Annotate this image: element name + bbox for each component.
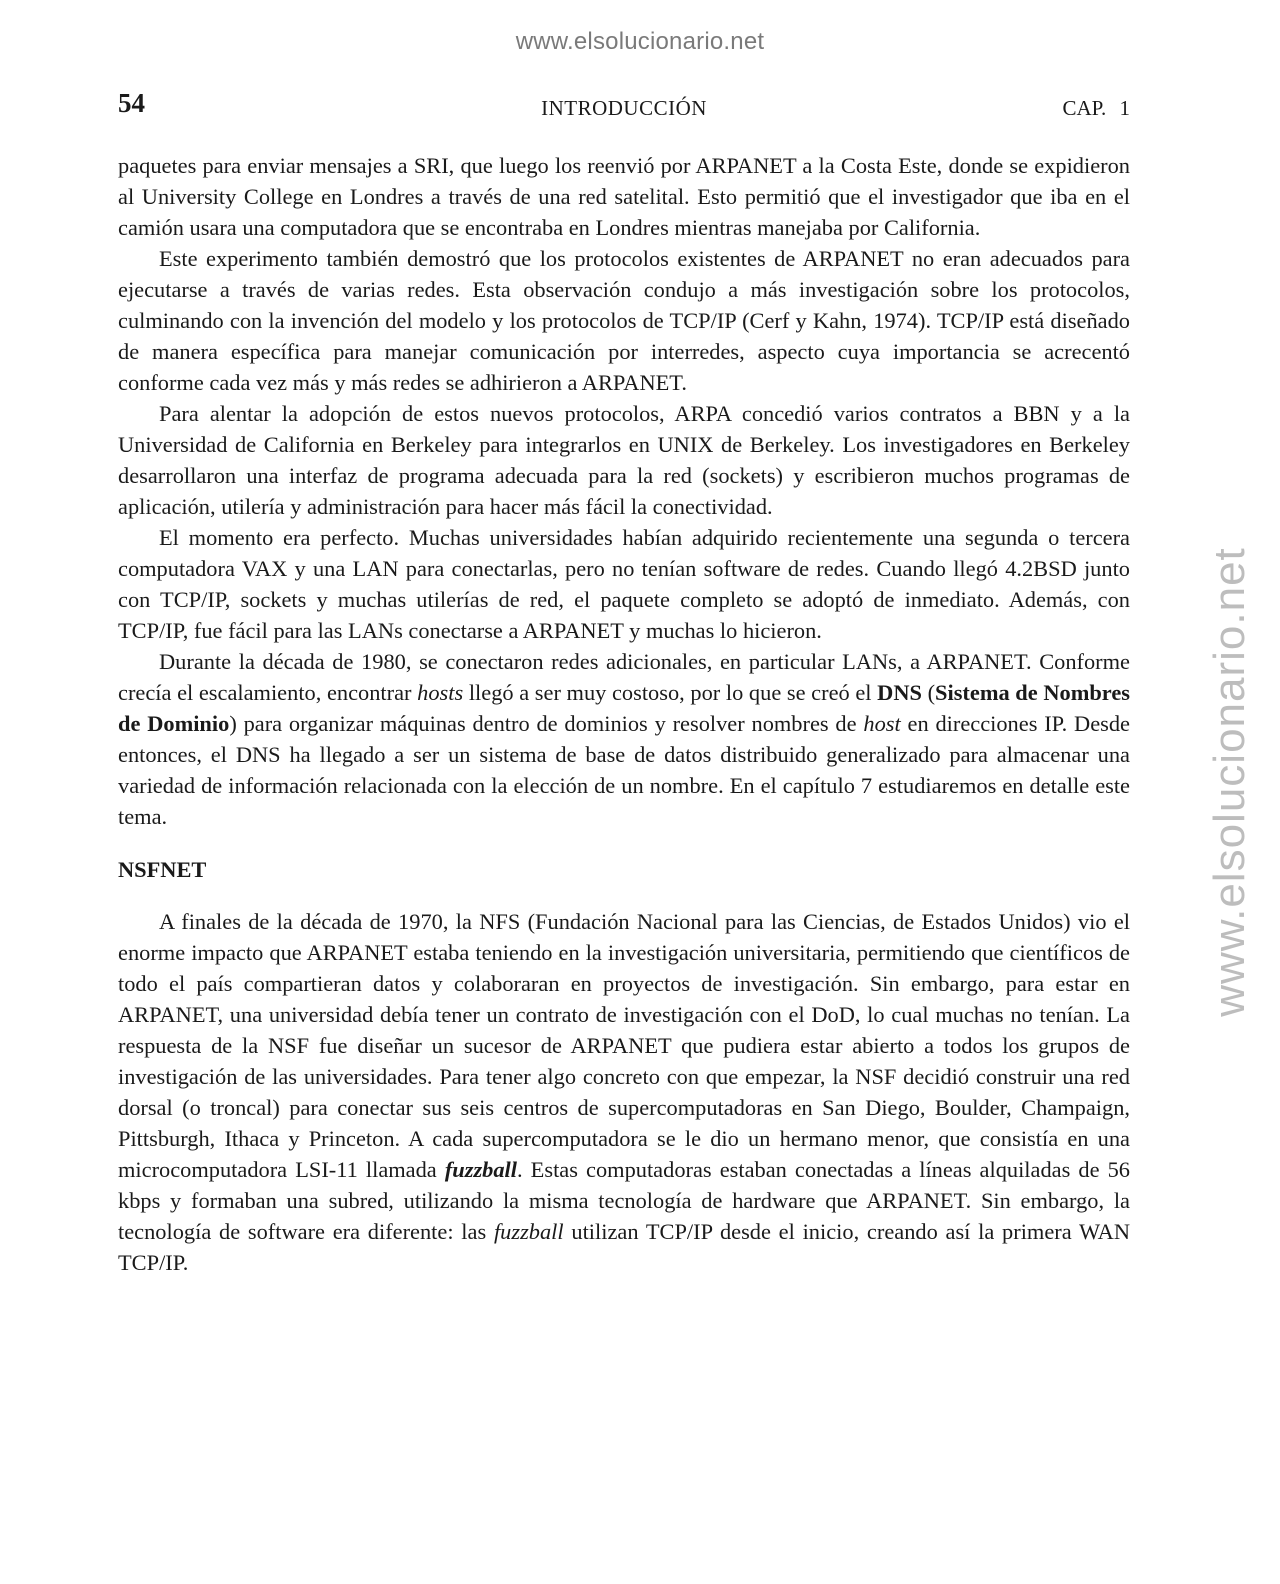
- running-title: INTRODUCCIÓN: [541, 96, 707, 120]
- paragraph-6: [118, 906, 1130, 1278]
- page-body: [118, 150, 1130, 1278]
- text-run: A finales de la década de 1970, la NFS (Fundación Nacional para las Ciencias, de Estados Unidos) vio el enorme impacto que ARPANET estaba teniendo en la investigación universitaria, permitiendo que científicos de todo el país compartieran datos y colaboraran en proyectos de investigación. Sin embargo, para estar en ARPANET, una universidad debía tener un contrato de investigación con el DoD, lo cual muchas no tenían. La respuesta de la NSF fue diseñar un sucesor de ARPANET que pudiera estar abierto a todos los grupos de investigación de las universidades. Para tener algo concreto con que empezar, la NSF decidió construir una red dorsal (o troncal) para conectar sus seis centros de supercomputadoras en San Diego, Boulder, Champaign, Pittsburgh, Ithaca y Princeton. A cada supercomputadora se le dio un hermano menor, que consistía en una microcomputadora LSI-11 llamada: [118, 909, 1130, 1182]
- text-run: (: [921, 680, 936, 705]
- text-run: en direcciones IP. Desde entonces, el DNS ha llegado a ser un sistema de base de datos distribuido generalizado para almacenar una variedad de información relacionada con la elección de un nombre. En el capítulo 7 estudiaremos en detalle este tema.: [118, 711, 1130, 829]
- page-header: [118, 88, 1130, 122]
- italic-term: fuzzball: [493, 1219, 564, 1244]
- bold-italic-term: fuzzball: [444, 1157, 517, 1182]
- bold-term: Sistema de Nombres de Dominio: [118, 680, 1130, 736]
- section-heading: NSFNET: [118, 857, 207, 882]
- paragraph-3: Para alentar la adopción de estos nuevos protocolos, ARPA concedió varios contratos a BBN y a la Universidad de California en Berkeley para integrarlos en UNIX de Berkeley. Los investigadores en Berkeley desarrollaron una interfaz de programa adecuada para la red (sockets) y escribieron muchos programas de aplicación, utilería y administración para hacer más fácil la conectividad.: [118, 401, 1130, 519]
- text-run: llegó a ser muy costoso, por lo que se creó el: [463, 680, 878, 705]
- text-run: utilizan TCP/IP desde el inicio, creando así la primera WAN TCP/IP.: [118, 1219, 1130, 1275]
- text-run: . Estas computadoras estaban conectadas a líneas alquiladas de 56 kbps y formaban una subred, utilizando la misma tecnología de hardware que ARPANET. Sin embargo, la tecnología de software era diferente: las: [118, 1157, 1130, 1244]
- paragraph-4: El momento era perfecto. Muchas universidades habían adquirido recientemente una segunda o tercera computadora VAX y una LAN para conectarlas, pero no tenían software de redes. Cuando llegó 4.2BSD junto con TCP/IP, sockets y muchas utilerías de red, el paquete completo se adoptó de inmediato. Además, con TCP/IP, fue fácil para las LANs conectarse a ARPANET y muchas lo hicieron.: [118, 525, 1130, 643]
- italic-term: host: [863, 711, 901, 736]
- text-run: ) para organizar máquinas dentro de dominios y resolver nombres de: [229, 711, 864, 736]
- paragraph-1: paquetes para enviar mensajes a SRI, que luego los reenvió por ARPANET a la Costa Este, donde se expidieron al University College en Londres a través de una red satelital. Esto permitió que el investigador que iba en el camión usara una computadora que se encontraba en Londres mientras manejaba por California.: [118, 153, 1130, 240]
- page-number: 54: [118, 88, 145, 118]
- italic-term: hosts: [417, 680, 464, 705]
- watermark-top: www.elsolucionario.net: [515, 28, 765, 55]
- watermark-side: www.elsolucionario.net: [1205, 547, 1254, 1017]
- bold-term: DNS: [877, 680, 922, 705]
- paragraph-5: [118, 646, 1130, 832]
- paragraph-2: Este experimento también demostró que los protocolos existentes de ARPANET no eran adecuados para ejecutarse a través de varias redes. Esta observación condujo a más investigación sobre los protocolos, culminando con la invención del modelo y los protocolos de TCP/IP (Cerf y Kahn, 1974). TCP/IP está diseñado de manera específica para manejar comunicación por interredes, aspecto cuya importancia se acrecentó conforme cada vez más y más redes se adhirieron a ARPANET.: [118, 246, 1130, 395]
- text-run: Durante la década de 1980, se conectaron redes adicionales, en particular LANs, a ARPANET. Conforme crecía el escalamiento, encontrar: [118, 649, 1130, 705]
- chapter-label: CAP. 1: [1062, 96, 1130, 120]
